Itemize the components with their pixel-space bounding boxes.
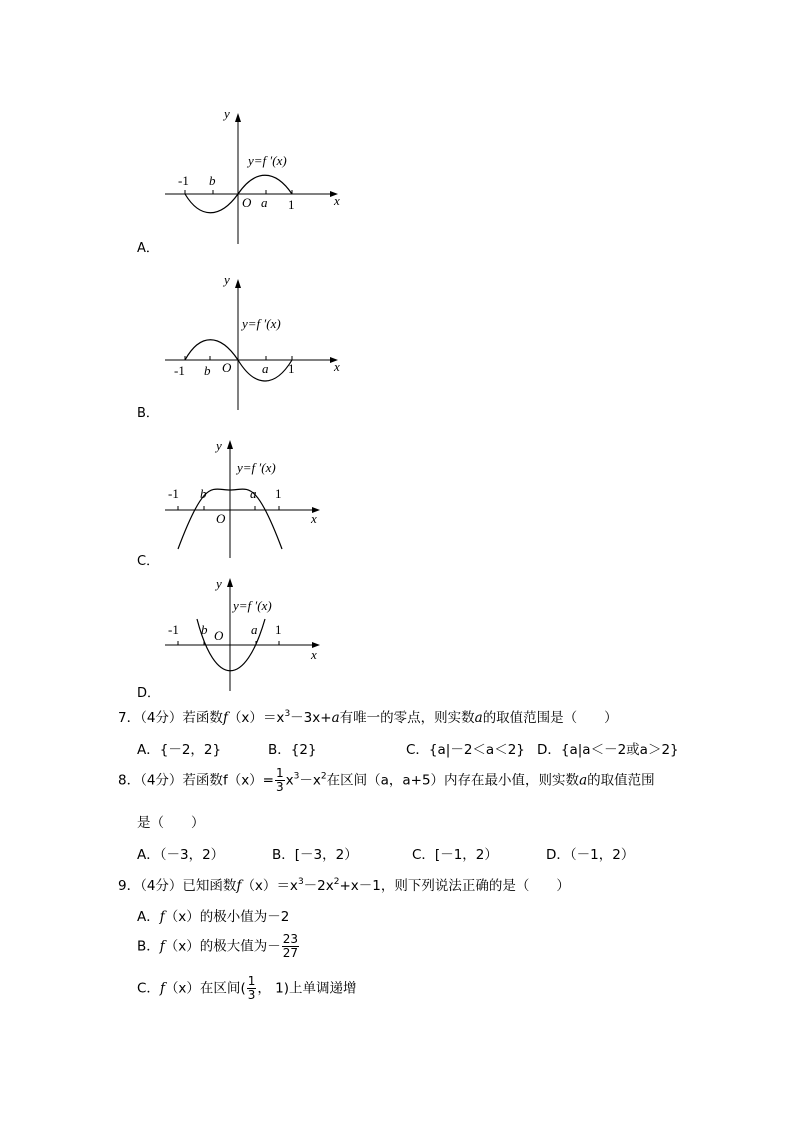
q7-f: f	[222, 710, 228, 726]
q8-a: a	[579, 772, 588, 789]
x-label: x	[334, 193, 340, 208]
graph-a-svg	[160, 104, 360, 249]
y-axis-arrow	[235, 113, 241, 122]
q9-exp2: 2	[333, 877, 340, 887]
tick-label-neg-one: -1	[174, 363, 185, 378]
q8-num: 1	[276, 766, 284, 780]
origin-label: O	[214, 628, 224, 643]
y-axis-arrow	[227, 578, 233, 587]
q7-option-d: D．{a|a＜－2或a＞2}	[537, 742, 679, 758]
q9-a-pre: A．	[137, 909, 160, 925]
q9-option-c	[137, 975, 357, 1002]
q9-b-num: 23	[282, 932, 299, 946]
q9-b-txt: （x）的极大值为	[164, 938, 268, 955]
q9-b-sign: －	[267, 938, 281, 955]
q9-option-a	[137, 905, 289, 925]
y-label: y	[216, 576, 222, 591]
q9-f: f	[236, 878, 242, 894]
graph-d-svg	[160, 570, 360, 695]
y-axis-arrow	[227, 440, 233, 449]
tick-label-b: b	[201, 622, 208, 637]
question-8	[118, 767, 655, 794]
x-label: x	[334, 359, 340, 374]
tick-label-one: 1	[275, 622, 282, 637]
q9-a-txt: （x）的极小值为－2	[164, 909, 290, 925]
q7-eq: ＝x	[262, 710, 285, 726]
q8-option-a: A．（－3，2）	[137, 847, 225, 863]
graph-b-svg	[160, 270, 360, 415]
q9-rest: +x－1，则下列说法正确的是（ ）	[339, 878, 570, 894]
tick-label-b: b	[204, 363, 211, 378]
x-label: x	[311, 647, 317, 662]
q9-prefix: 9．（4分）已知函数	[118, 878, 237, 894]
q9-option-b	[137, 933, 300, 960]
q9-c-txt: （x）在区间	[164, 980, 241, 997]
curve-label: y=f ′(x)	[248, 153, 287, 168]
q9-b-f: f	[159, 938, 165, 955]
y-label: y	[216, 438, 222, 453]
q7-prefix: 7．（4分）若函数	[118, 710, 223, 726]
q7-exp: 3	[284, 709, 291, 719]
q8-exp3: 3	[293, 771, 300, 782]
tick-label-b: b	[209, 173, 216, 188]
graph-option-c	[160, 432, 360, 562]
origin-label: O	[242, 195, 252, 210]
tick-label-b: b	[200, 486, 207, 501]
q8-tail: 在区间（a，a+5）内存在最小值，则实数	[326, 772, 580, 789]
q9-a-f: f	[159, 909, 165, 925]
tick-label-a: a	[261, 195, 268, 210]
graph-c-svg	[160, 432, 360, 562]
q7-option-a: A．{－2，2}	[137, 742, 222, 758]
tick-label-neg-one: -1	[168, 486, 179, 501]
q8-option-c: C．[－1，2）	[412, 847, 498, 863]
q7-x: （x）	[227, 710, 263, 726]
q8-option-b: B．[－3，2）	[272, 847, 358, 863]
tick-label-neg-one: -1	[178, 173, 189, 188]
q8-fraction	[275, 767, 285, 794]
tick-label-one: 1	[288, 361, 295, 376]
q9-exp3: 3	[297, 877, 304, 887]
q7-option-c: C．{a|－2＜a＜2}	[406, 742, 525, 758]
y-label: y	[224, 272, 230, 287]
curve-label: y=f ′(x)	[242, 316, 281, 331]
q7-tail: 有唯一的零点，则实数	[339, 710, 475, 726]
tick-label-a: a	[251, 622, 258, 637]
q9-eq: ＝x	[276, 878, 298, 894]
option-d-label: D．	[137, 686, 161, 701]
q9-mid: －2x	[303, 878, 334, 894]
q9-c-sep: ， 1)	[257, 980, 290, 997]
graph-option-b	[160, 270, 360, 415]
origin-label: O	[216, 511, 226, 526]
q9-c-num: 1	[247, 974, 256, 988]
q8-den: 3	[276, 780, 284, 794]
tick-label-one: 1	[275, 486, 282, 501]
q9-b-fraction	[282, 933, 299, 960]
q8-exp2: 2	[320, 771, 327, 782]
tick-label-neg-one: -1	[168, 622, 179, 637]
y-axis-arrow	[235, 279, 241, 288]
option-b-label: B．	[137, 406, 159, 421]
option-c-label: C．	[137, 554, 160, 569]
q9-c-open: (	[240, 980, 246, 997]
tick-label-a: a	[262, 361, 269, 376]
tick-label-a: a	[250, 486, 257, 501]
q8-line2: 是（ ）	[137, 815, 205, 831]
q8-fx: f（x）=	[222, 772, 274, 789]
origin-label: O	[222, 360, 232, 375]
q9-b-pre: B．	[137, 938, 160, 955]
q9-c-fraction	[247, 975, 257, 1002]
q9-c-pre: C．	[137, 980, 160, 997]
curve-label: y=f ′(x)	[233, 598, 272, 613]
q9-c-tail: 上单调递增	[289, 980, 357, 997]
q7-rest: －3x+	[290, 710, 332, 726]
q8-minus: －x	[299, 772, 321, 789]
q7-a2: a	[474, 710, 483, 726]
graph-option-a	[160, 104, 360, 249]
q9-c-f: f	[159, 980, 165, 997]
graph-option-d	[160, 570, 360, 695]
q7-option-b: B．{2}	[268, 742, 317, 758]
q8-option-d: D．（－1，2）	[546, 847, 635, 863]
curve-label: y=f ′(x)	[237, 460, 276, 475]
q9-b-den: 27	[282, 946, 299, 960]
y-label: y	[224, 106, 230, 121]
q7-tail2: 的取值范围是（ ）	[482, 710, 618, 726]
x-label: x	[311, 511, 317, 526]
question-7	[118, 706, 618, 726]
tick-label-one: 1	[288, 197, 295, 212]
question-9	[118, 874, 570, 894]
option-a-label: A．	[137, 241, 159, 256]
q8-tail2: 的取值范围	[587, 772, 655, 789]
q7-a: a	[331, 710, 340, 726]
q8-prefix: 8．（4分）若函数	[118, 772, 223, 789]
q8-x3: x	[285, 772, 294, 789]
q9-c-den: 3	[247, 988, 256, 1002]
q9-x: （x）	[241, 878, 277, 894]
